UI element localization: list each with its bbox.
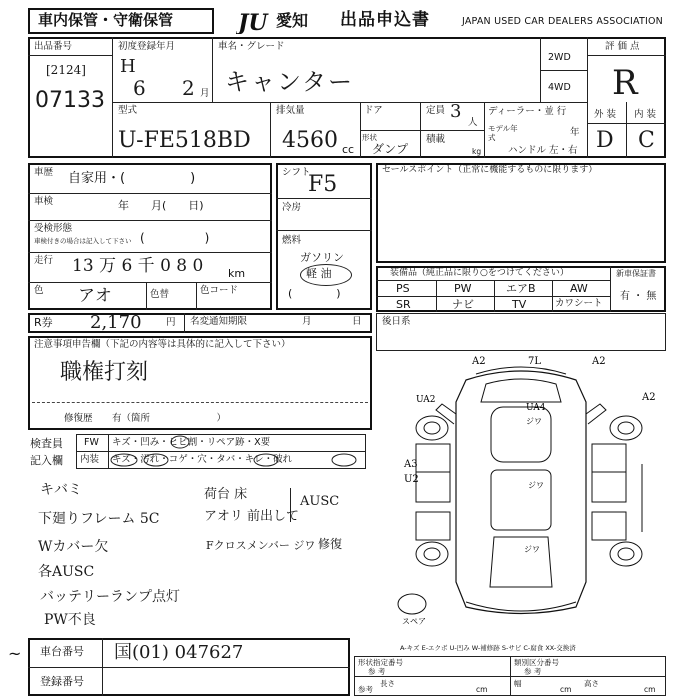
- remark-2: 下廻りフレーム 5C: [38, 511, 160, 527]
- spare-tire: [398, 594, 426, 614]
- form-title: 出品申込書: [340, 10, 430, 30]
- spec-ref: 参考: [358, 685, 373, 694]
- remark-right-5: 修復: [318, 537, 343, 551]
- notes-value: 職権打刻: [60, 360, 149, 385]
- spec-label2b: 参 考: [524, 667, 542, 676]
- ju-logo: [236, 10, 276, 38]
- load-unit: kg: [472, 147, 482, 156]
- name-change-day: 日: [352, 316, 362, 327]
- equipment-sr: SR: [396, 298, 411, 311]
- displacement-unit: cc: [342, 143, 355, 156]
- spec-label1: 形状指定番号: [358, 658, 403, 667]
- spec-height: 高さ: [584, 679, 599, 688]
- remark-right-4: Fクロスメンバー ジワ: [206, 539, 316, 552]
- spec-label2: 類別区分番号: [514, 658, 559, 667]
- handle-label: ハンドル 左・右: [508, 145, 578, 156]
- equipment-label: 装備品（純正品に限り○をつけてください）: [390, 268, 569, 278]
- new-car-warranty-value: 有 ・ 無: [620, 291, 657, 302]
- car-name-value: キャンター: [225, 68, 355, 96]
- history-label: 車歴: [34, 167, 54, 178]
- equipment-ps: PS: [396, 282, 410, 295]
- inspector-label: 検査員: [30, 437, 63, 450]
- fuel-gasoline: ガソリン: [300, 251, 344, 264]
- model-year-unit: 年: [570, 127, 580, 138]
- recycle-value: 2,170: [90, 312, 142, 333]
- mileage-unit: km: [228, 267, 246, 280]
- damage-label-jiwa-3: ジワ: [524, 545, 540, 554]
- remark-3: Wカバー欠: [38, 539, 109, 555]
- remark-right-3: AUSC: [300, 494, 340, 509]
- equipment-tv: TV: [512, 298, 527, 311]
- sales-point-block: [376, 163, 666, 263]
- storage-title: 車内保管・守衛保管: [38, 11, 174, 29]
- remark-right-1: 荷台 床: [204, 487, 248, 502]
- model-year-label: モデル年式: [488, 124, 518, 142]
- remark-6: PW不良: [44, 612, 96, 628]
- rear-left-wheel: [416, 542, 448, 566]
- spec-length: 長さ: [380, 679, 395, 688]
- load-label: 積載: [426, 134, 446, 145]
- repair-label: 修復歴: [64, 413, 93, 424]
- damage-label-u2: U2: [404, 474, 419, 485]
- equipment-airbag: エアB: [506, 282, 536, 295]
- door-label: ドア: [364, 105, 383, 116]
- damage-label-a2-fr: A2: [592, 356, 606, 367]
- model-label: 型式: [118, 105, 138, 116]
- fw-label: FW: [84, 437, 99, 448]
- shape-value: ダンプ: [372, 142, 409, 156]
- new-car-warranty-label: 新車保証書: [616, 269, 656, 278]
- capacity-label: 定員: [426, 105, 446, 116]
- tilde-mark: ~: [8, 644, 22, 663]
- notes-label: 注意事項申告欄（下記の内容等は具体的に記入して下さい）: [34, 339, 291, 350]
- damage-label-jiwa-2: ジワ: [528, 481, 544, 490]
- cab: [491, 407, 551, 462]
- remark-4: 各AUSC: [38, 564, 95, 580]
- equipment-aw: AW: [570, 282, 588, 295]
- chassis-value: 国(01) 047627: [114, 642, 244, 663]
- capacity-value: 3: [450, 101, 462, 122]
- exterior-value: D: [596, 128, 614, 153]
- damage-label-ua4: UA4: [526, 403, 546, 413]
- shift-label: シフト: [282, 167, 311, 178]
- capacity-unit: 人: [468, 117, 478, 128]
- remark-5: バッテリーランプ点灯: [40, 589, 180, 605]
- rear-right-wheel: [610, 542, 642, 566]
- diagram-legend: A-キズ E-エクボ U-凹み W-補修跡 S-サビ C-腐食 XX-交換済: [400, 644, 576, 652]
- first-reg-label: 初度登録年月: [118, 41, 176, 52]
- shift-value: F5: [308, 172, 338, 197]
- spec-length-cm: cm: [476, 685, 488, 694]
- receipt-value: ( ): [140, 231, 210, 245]
- history-value: 自家用・( ): [68, 171, 196, 186]
- name-change-label: 名変通知期限: [190, 316, 248, 327]
- color-code-label: 色コード: [200, 285, 239, 296]
- shape-label: 形状: [362, 133, 377, 142]
- damage-label-ua2: UA2: [416, 395, 436, 405]
- damage-label-a2-r: A2: [642, 392, 656, 403]
- recycle-unit: 円: [166, 317, 176, 328]
- interior-value: C: [638, 128, 655, 153]
- first-reg-month: 2: [182, 76, 195, 100]
- recycle-label: R券: [34, 316, 53, 329]
- drive-2wd: 2WD: [548, 52, 571, 63]
- first-reg-era: H: [120, 56, 136, 77]
- mileage-label: 走行: [34, 255, 54, 266]
- interior-label: 内 装: [634, 109, 657, 120]
- ju-logo-text: JU: [238, 10, 268, 34]
- car-damage-diagram: [376, 352, 666, 642]
- lot-number: 07133: [35, 88, 105, 113]
- chassis-label: 車台番号: [40, 645, 84, 658]
- spec-width-cm: cm: [560, 685, 572, 694]
- remark-bracket: [290, 488, 297, 522]
- displacement-label: 排気量: [276, 105, 305, 116]
- repair-value: 有（箇所 ）: [112, 413, 227, 424]
- color-label: 色: [34, 285, 44, 296]
- lot-bracket: [2124]: [46, 63, 86, 77]
- entry-label: 記入欄: [30, 454, 63, 467]
- damage-label-a2-fl: A2: [472, 356, 486, 367]
- model-value: U-FE518BD: [118, 128, 251, 153]
- car-name-label: 車名・グレード: [218, 41, 285, 52]
- cooler-label: 冷房: [282, 202, 302, 213]
- rear-block: [376, 313, 666, 351]
- exterior-label: 外 装: [594, 109, 617, 120]
- fuel-blank: ( ): [288, 287, 341, 300]
- reg-label: 登録番号: [40, 675, 84, 688]
- front-left-wheel: [416, 416, 448, 440]
- first-reg-month-unit: 月: [200, 88, 210, 99]
- spec-label1b: 参 考: [368, 667, 386, 676]
- inspection-value: 年 月( 日): [118, 199, 204, 212]
- dealer-label: ディーラー・並 行: [488, 106, 567, 117]
- fuel-label: 燃料: [282, 235, 302, 246]
- spec-height-cm: cm: [644, 685, 656, 694]
- interior-items: キズ・汚れ・コゲ・穴・タバ・キレ・破れ: [112, 454, 293, 465]
- damage-label-jiwa-1: ジワ: [526, 417, 542, 426]
- english-title: JAPAN USED CAR DEALERS ASSOCIATION: [462, 16, 663, 27]
- equipment-leather: カワシート: [555, 298, 603, 309]
- interior-row-label: 内装: [80, 454, 100, 465]
- sales-point-label: セールスポイント（正常に機能するものに限ります）: [382, 165, 598, 175]
- receipt-label: 受検形態: [34, 223, 73, 234]
- equipment-navi: ナビ: [452, 298, 474, 311]
- rating-label: 評 価 点: [605, 41, 640, 52]
- displacement-value: 4560: [282, 128, 338, 153]
- damage-label-a3: A3: [404, 459, 418, 470]
- inspection-label: 車検: [34, 196, 54, 207]
- org-name: 愛知: [276, 11, 309, 30]
- rear-seat-label: 後日系: [382, 316, 411, 327]
- front-right-wheel: [610, 416, 642, 440]
- remark-right-2: アオリ 前出して: [204, 509, 300, 524]
- damage-label-7l: 7L: [528, 356, 542, 367]
- color-change-label: 色替: [150, 289, 170, 300]
- remark-1: キバミ: [40, 482, 82, 498]
- color-value: アオ: [78, 286, 112, 306]
- spare-label: スペア: [402, 617, 426, 626]
- fw-items: キズ・凹み・ヒビ割・リペア跡・X要: [112, 437, 271, 448]
- cargo-bed: [491, 470, 551, 530]
- fuel-diesel: 軽 油: [306, 267, 332, 280]
- receipt-sub: 車検付きの場合は記入して下さい: [34, 237, 132, 245]
- lot-label: 出品番号: [34, 41, 73, 52]
- equipment-pw: PW: [454, 282, 472, 295]
- spec-width: 幅: [514, 679, 522, 688]
- first-reg-year: 6: [133, 76, 146, 100]
- drive-4wd: 4WD: [548, 82, 571, 93]
- mileage-value: 13 万 6 千 0 8 0: [72, 256, 204, 276]
- inspector-circles: [76, 434, 366, 469]
- ju-logo-mark: [236, 10, 276, 34]
- rating-value: R: [612, 63, 638, 103]
- name-change-month: 月: [302, 316, 312, 327]
